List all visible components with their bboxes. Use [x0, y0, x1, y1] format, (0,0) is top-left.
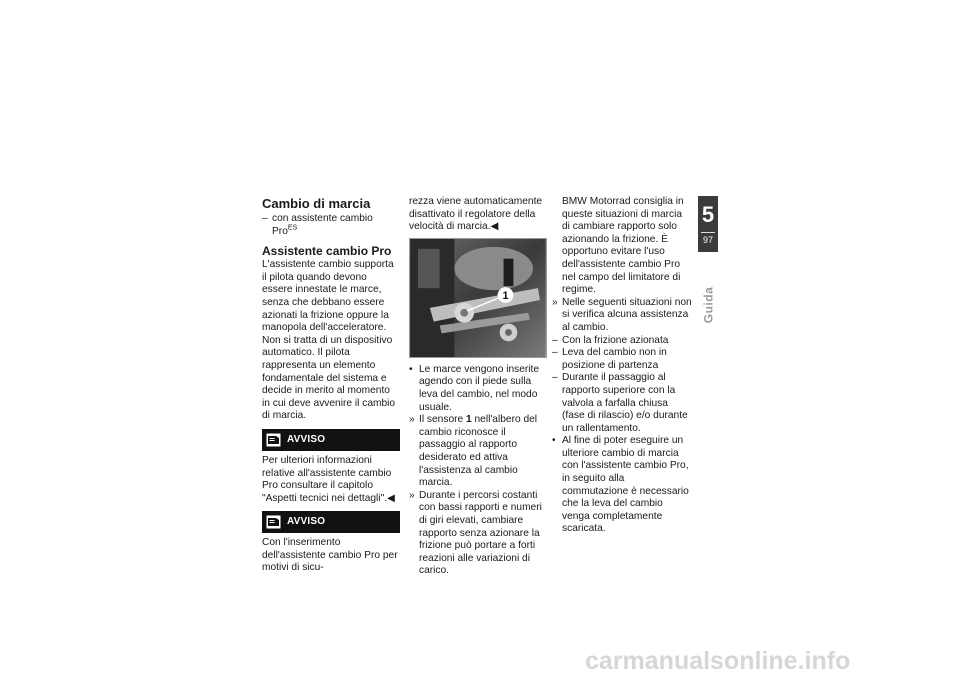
subsection-heading: Assistente cambio Pro — [262, 244, 392, 259]
dash-marker: – — [262, 213, 268, 224]
sensor-reference: 1 — [466, 414, 472, 426]
dash-marker: – — [552, 347, 558, 359]
bullet-text: Al fine di poter eseguire un ulteriore cambio di marcia con l'assistente cambio Pro, in seguito alla commutazione è necessario che la leva del cambio venga completamente scaricata. — [562, 435, 689, 535]
result-marker: » — [409, 414, 415, 426]
list-item-bullet — [552, 435, 692, 536]
result-text: Nelle seguenti situazioni non si verifica alcuna assistenza al cambio. — [562, 296, 692, 333]
list-item-result — [409, 490, 547, 578]
list-item-bullet — [409, 364, 547, 414]
notice-banner-2 — [262, 511, 400, 533]
callout-number: 1 — [502, 289, 509, 302]
notice-banner-1 — [262, 429, 400, 451]
chapter-side-label — [695, 275, 721, 335]
equipment-note — [262, 213, 400, 238]
chapter-tab — [698, 196, 718, 252]
dash-text: Durante il passaggio al rapporto superiore con la valvola a farfalla chiusa (fase di rilascio) e/o durante un rallentamento. — [562, 372, 688, 434]
bullet-marker: • — [409, 363, 413, 375]
dash-text: Leva del cambio non in posizione di partenza — [562, 347, 667, 371]
dash-text: Con la frizione azionata — [562, 334, 669, 346]
list-item-result — [409, 414, 547, 490]
result-text-continued: BMW Motorrad consiglia in queste situazioni di marcia di cambiare rapporto solo azionando la frizione. È opportuno evitare l'uso dell'assistente cambio Pro nel campo del limitatore di regime. — [562, 196, 684, 296]
notice-label-1: AVVISO — [287, 433, 326, 445]
equipment-code: ES — [287, 224, 298, 232]
list-item-dash — [552, 347, 692, 372]
column-2 — [409, 196, 547, 578]
equipment-note-text: con assistente cambio Pro — [272, 213, 373, 237]
result-text-part: Il sensore — [419, 414, 466, 426]
notice-book-icon — [266, 433, 281, 447]
notice-text-1: Per ulteriori informazioni relative all'assistente cambio Pro consultare il capitolo "Aspetti tecnici nei dettagli".◀ — [262, 454, 395, 504]
bullet-text: Le marce vengono inserite agendo con il piede sulla leva del cambio, nel modo usuale. — [419, 363, 540, 413]
section-title: Cambio di marcia — [262, 196, 371, 211]
dash-marker: – — [552, 372, 558, 384]
chapter-divider — [701, 232, 715, 233]
chapter-number: 5 — [701, 202, 715, 227]
gearbox-sensor-photo — [409, 238, 547, 358]
chapter-label: Guida — [701, 286, 716, 324]
intro-paragraph: L'assistente cambio supporta il pilota quando devono essere innestate le marce, senza che debbano essere azionati la frizione oppure la manopola dell'acceleratore. Non si tratta di un dispositivo automatico. Il pilota rappresenta un elemento fondamentale del sistema e decide in merito al momento in cui deve avvenire il cambio di marcia. — [262, 259, 396, 422]
column-1 — [262, 196, 400, 575]
notice-text-continued: rezza viene automaticamente disattivato il regolatore della velocità di marcia.◀ — [409, 196, 543, 233]
bullet-marker: • — [552, 435, 556, 447]
list-item-dash — [552, 335, 692, 348]
list-item-dash — [552, 372, 692, 435]
list-item-result — [552, 297, 692, 335]
notice-book-icon — [266, 515, 281, 529]
result-text-part: nell'albero del cambio riconosce il passaggio al rapporto desiderato ed attiva l'assistenza al cambio marcia. — [419, 414, 538, 489]
result-marker: » — [409, 489, 415, 501]
column-3 — [552, 196, 692, 536]
page-number: 97 — [702, 235, 713, 245]
result-text: Durante i percorsi costanti con bassi rapporti e numeri di giri elevati, cambiare rapporto senza azionare la frizione può portare a forti reazioni alle variazioni di carico. — [419, 489, 542, 577]
notice-label-2: AVVISO — [287, 515, 326, 527]
notice-text-2: Con l'inserimento dell'assistente cambio Pro per motivi di sicu- — [262, 537, 398, 574]
result-marker: » — [552, 296, 558, 308]
watermark: carmanualsonline.info — [585, 647, 851, 675]
dash-marker: – — [552, 334, 558, 346]
